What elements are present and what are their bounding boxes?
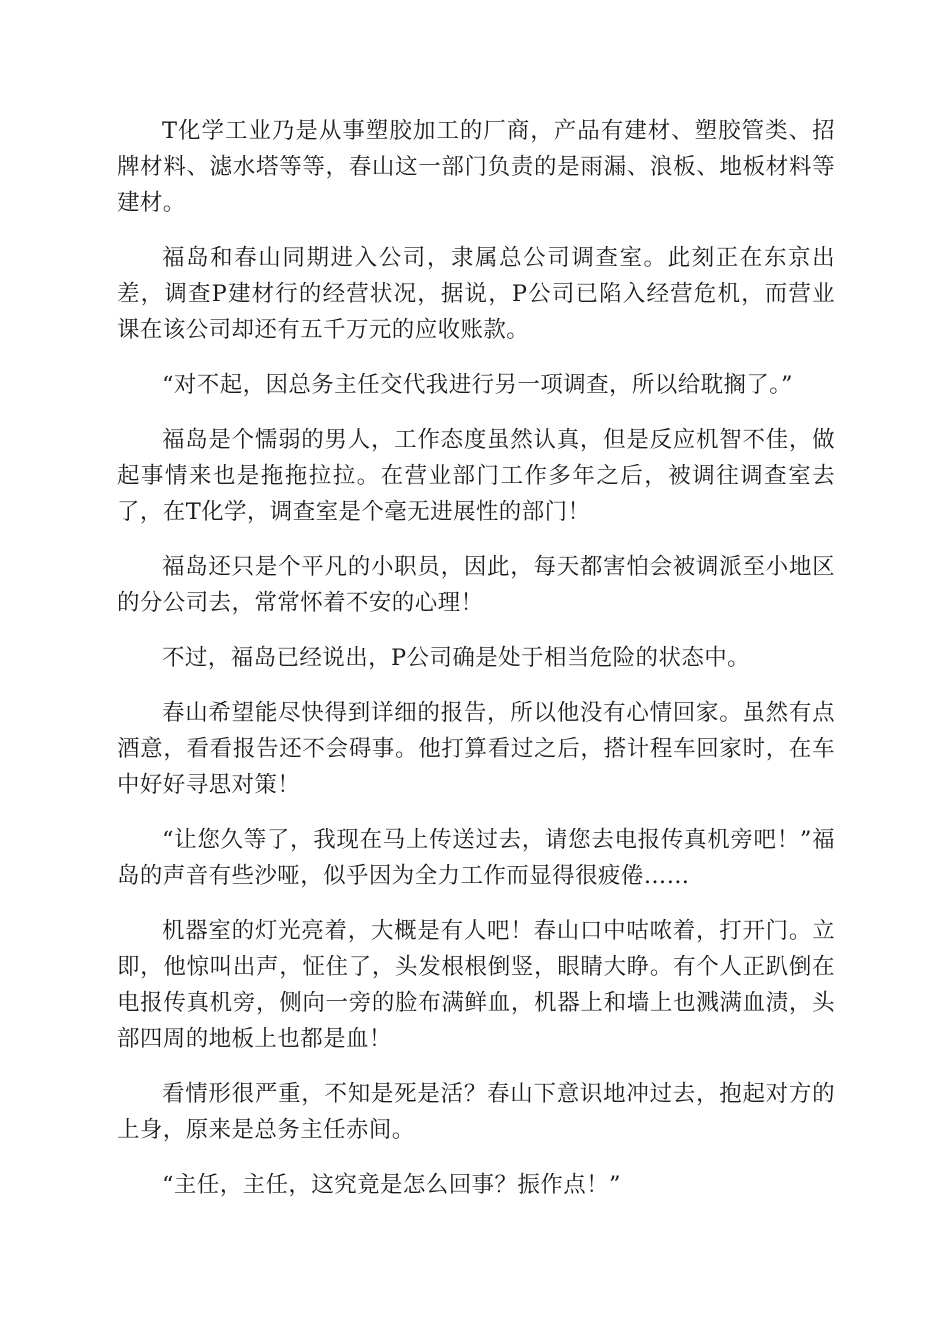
paragraph: T化学工业乃是从事塑胶加工的厂商，产品有建材、塑胶管类、招牌材料、滤水塔等等，春山这一部门负责的是雨漏、浪板、地板材料等建材。 — [117, 118, 835, 216]
paragraph: 机器室的灯光亮着，大概是有人吧！春山口中咕哝着，打开门。立即，他惊叫出声，怔住了，头发根根倒竖，眼睛大睁。有个人正趴倒在电报传真机旁，侧向一旁的脸布满鲜血，机器上和墙上也溅满血渍，头部四周的地板上也都是血！ — [117, 918, 835, 1052]
paragraph: “主任，主任，这究竟是怎么回事？振作点！” — [162, 1172, 621, 1198]
paragraph: 福岛是个懦弱的男人，工作态度虽然认真，但是反应机智不佳，做起事情来也是拖拖拉拉。在营业部门工作多年之后，被调往调查室去了，在T化学，调查室是个毫无进展性的部门！ — [117, 427, 835, 525]
paragraph: “对不起，因总务主任交代我进行另一项调查，所以给耽搁了。” — [162, 372, 793, 398]
paragraph: 春山希望能尽快得到详细的报告，所以他没有心情回家。虽然有点酒意，看看报告还不会碍事。他打算看过之后，搭计程车回家时，在车中好好寻思对策！ — [117, 700, 835, 798]
paragraph: 福岛和春山同期进入公司，隶属总公司调查室。此刻正在东京出差，调查P建材行的经营状况，据说，P公司已陷入经营危机，而营业课在该公司却还有五千万元的应收账款。 — [117, 245, 835, 343]
paragraph: 看情形很严重，不知是死是活？春山下意识地冲过去，抱起对方的上身，原来是总务主任赤间。 — [117, 1081, 835, 1143]
document-body — [117, 113, 835, 1222]
paragraph: 福岛还只是个平凡的小职员，因此，每天都害怕会被调派至小地区的分公司去，常常怀着不安的心理！ — [117, 554, 835, 616]
paragraph: 不过，福岛已经说出，P公司确是处于相当危险的状态中。 — [162, 645, 751, 671]
paragraph: “让您久等了，我现在马上传送过去，请您去电报传真机旁吧！”福岛的声音有些沙哑，似乎因为全力工作而显得很疲倦…… — [117, 827, 835, 889]
